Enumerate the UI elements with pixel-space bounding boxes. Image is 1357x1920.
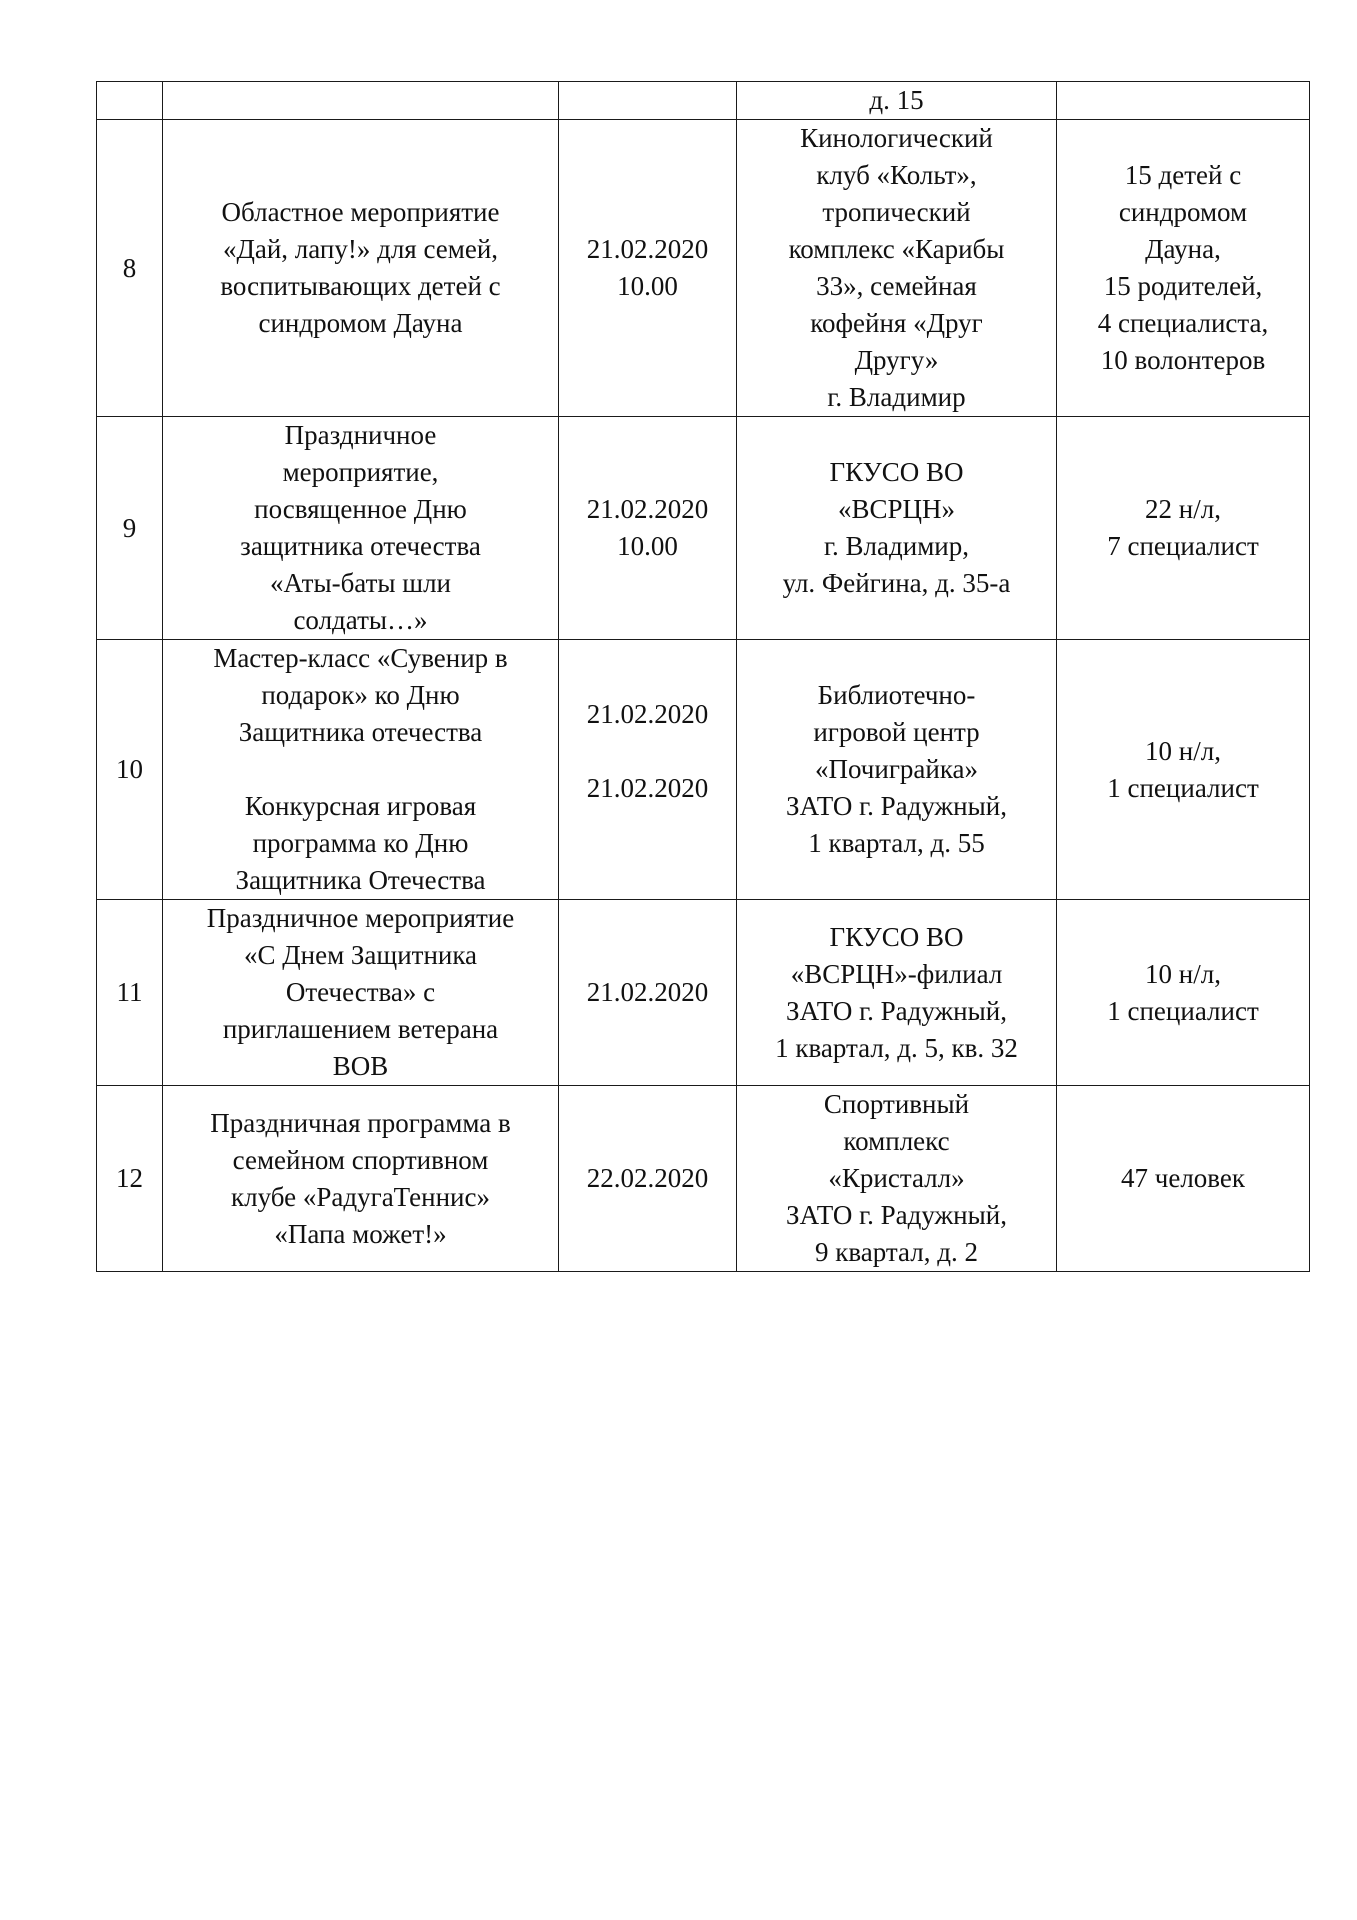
event-name-line: синдромом Дауна <box>258 308 463 338</box>
cell-participants <box>1057 417 1310 640</box>
participants-line: 7 специалист <box>1107 531 1259 561</box>
cell-place <box>737 1086 1057 1272</box>
place-line: ЗАТО г. Радужный, <box>786 995 1007 1026</box>
cell-date <box>559 1086 737 1272</box>
cell-num <box>97 417 163 640</box>
place-line: 1 квартал, д. 5, кв. 32 <box>775 1032 1018 1063</box>
cell-date <box>559 82 737 120</box>
participants-line: 1 специалист <box>1107 772 1259 803</box>
cell-num <box>97 82 163 120</box>
place-line: ул. Фейгина, д. 35-а <box>782 568 1011 598</box>
cell-participants <box>1057 82 1310 120</box>
row-number: 12 <box>116 1163 143 1193</box>
cell-name <box>163 900 559 1086</box>
event-name-line: Праздничная программа в <box>210 1107 511 1138</box>
row-number: 9 <box>122 512 137 543</box>
cell-participants <box>1057 900 1310 1086</box>
participants-line: 10 н/л, <box>1145 958 1221 989</box>
cell-name <box>163 1086 559 1272</box>
place-line: ГКУСО ВО <box>829 457 964 487</box>
event-name-line: подарок» ко Дню <box>261 680 460 710</box>
participants-line: 1 специалист <box>1107 995 1259 1026</box>
place-line: Спортивный <box>823 1089 970 1119</box>
place-line: г. Владимир <box>827 382 966 412</box>
place-line: комплекс <box>843 1126 950 1156</box>
cell-date <box>559 900 737 1086</box>
table-row <box>97 1086 1310 1272</box>
event-name-line: «Аты-баты шли <box>269 568 451 598</box>
table-row <box>97 417 1310 640</box>
row-number: 10 <box>116 754 143 784</box>
event-date: 21.02.2020 <box>586 977 709 1007</box>
place-line: Другу» <box>854 345 939 375</box>
spacer <box>169 751 552 788</box>
event-date: 21.02.2020 <box>586 234 709 264</box>
event-name-line: Праздничное <box>284 420 437 450</box>
place-line: кофейня «Друг <box>810 308 983 338</box>
participants-line: 10 н/л, <box>1145 735 1221 766</box>
cell-num <box>97 900 163 1086</box>
participants-line: 47 человек <box>1121 1163 1245 1193</box>
participants-line: 4 специалиста, <box>1097 308 1269 338</box>
cell-place <box>737 120 1057 417</box>
cell-date <box>559 120 737 417</box>
event-date: 21.02.2020 <box>586 494 709 524</box>
spacer <box>565 807 730 844</box>
row-number: 11 <box>116 977 143 1007</box>
place-line: «ВСРЦН» <box>837 494 956 524</box>
place-line: 1 квартал, д. 55 <box>808 828 985 858</box>
event-name-line: Защитника отечества <box>238 717 483 747</box>
participants-line: 15 детей с <box>1124 160 1242 190</box>
table-row <box>97 640 1310 900</box>
event-name-line: семейном спортивном <box>232 1144 489 1175</box>
event-name-line: «С Днем Защитника <box>243 940 478 970</box>
event-name-line: воспитывающих детей с <box>220 271 501 301</box>
cell-participants <box>1057 120 1310 417</box>
cell-num <box>97 120 163 417</box>
event-name-line: солдаты…» <box>293 605 428 635</box>
cell-name <box>163 120 559 417</box>
cell-name <box>163 640 559 900</box>
event-name-line: защитника отечества <box>240 531 481 561</box>
cell-name <box>163 82 559 120</box>
cell-place <box>737 82 1057 120</box>
row-number: 8 <box>122 252 137 283</box>
place-line: Кинологический <box>800 123 993 153</box>
cell-place <box>737 417 1057 640</box>
place-line: «ВСРЦН»-филиал <box>790 958 1003 989</box>
cell-name <box>163 417 559 640</box>
place-line: «Кристалл» <box>828 1163 965 1193</box>
event-name-line: мероприятие, <box>282 457 439 487</box>
event-date: 22.02.2020 <box>586 1163 709 1193</box>
event-name-line: «Дай, лапу!» для семей, <box>222 234 499 264</box>
cell-place <box>737 900 1057 1086</box>
place-line: игровой центр <box>813 717 980 747</box>
participants-line: 22 н/л, <box>1145 494 1221 524</box>
event-name-line: Областное мероприятие <box>221 197 500 227</box>
participants-line: 10 волонтеров <box>1100 345 1266 375</box>
event-name-line: Защитника Отечества <box>235 865 486 895</box>
place-line: ЗАТО г. Радужный, <box>786 791 1007 821</box>
cell-num <box>97 1086 163 1272</box>
cell-date <box>559 417 737 640</box>
event-name-line: ВОВ <box>332 1051 389 1081</box>
place-line: г. Владимир, <box>824 531 969 561</box>
participants-line: Дауна, <box>1145 234 1221 264</box>
cell-place <box>737 640 1057 900</box>
table-row <box>97 900 1310 1086</box>
event-name-line: программа ко Дню <box>252 828 469 858</box>
place-line: д. 15 <box>869 85 924 115</box>
event-name-line: Мастер-класс «Сувенир в <box>213 643 508 673</box>
event-date: 21.02.2020 <box>586 698 709 729</box>
participants-line: 15 родителей, <box>1103 271 1263 301</box>
place-line: 33», семейная <box>816 271 977 301</box>
spacer <box>565 733 730 770</box>
event-name-line: «Папа может!» <box>274 1218 447 1249</box>
place-line: Библиотечно- <box>817 680 976 710</box>
place-line: комплекс «Карибы <box>788 234 1005 264</box>
event-name-line: посвященное Дню <box>254 494 467 524</box>
event-date: 21.02.2020 <box>586 772 709 803</box>
event-time: 10.00 <box>617 271 678 301</box>
event-name-line: Праздничное мероприятие <box>206 903 515 933</box>
event-name-line: Конкурсная игровая <box>244 791 477 821</box>
event-name-line: приглашением ветерана <box>222 1014 499 1044</box>
place-line: ГКУСО ВО <box>829 921 964 952</box>
cell-num <box>97 640 163 900</box>
cell-participants <box>1057 1086 1310 1272</box>
event-name-line: Отечества» с <box>285 977 436 1007</box>
place-line: клуб «Кольт», <box>816 160 977 190</box>
place-line: 9 квартал, д. 2 <box>815 1237 978 1267</box>
table-row <box>97 120 1310 417</box>
place-line: тропический <box>822 197 971 227</box>
events-table <box>96 81 1310 1272</box>
event-name-line: клубе «РадугаТеннис» <box>231 1181 490 1212</box>
event-time: 10.00 <box>617 531 678 561</box>
cell-participants <box>1057 640 1310 900</box>
place-line: «Почиграйка» <box>814 754 979 784</box>
participants-line: синдромом <box>1118 197 1248 227</box>
table-row-continuation <box>97 82 1310 120</box>
cell-date <box>559 640 737 900</box>
place-line: ЗАТО г. Радужный, <box>786 1200 1007 1230</box>
